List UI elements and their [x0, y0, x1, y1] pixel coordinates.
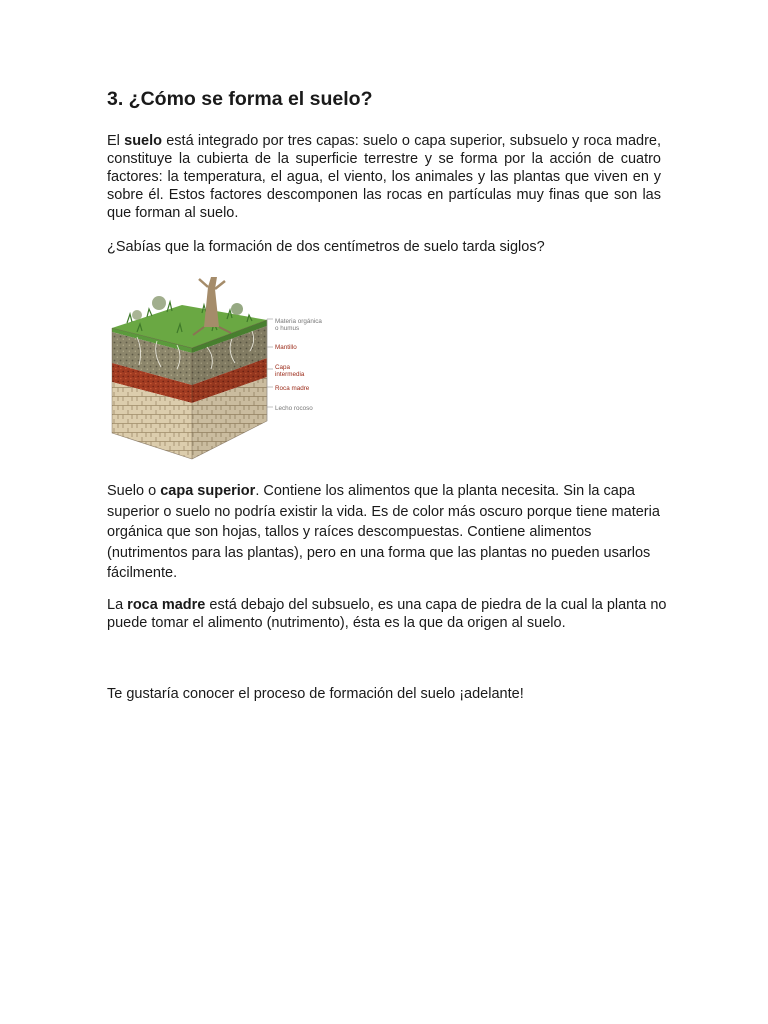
roca-madre-lead: La: [107, 597, 128, 613]
annotation-lines: [267, 319, 273, 421]
soil-block-front: [112, 328, 192, 459]
label-roca-madre: Roca madre: [275, 385, 310, 392]
capa-superior-paragraph: [107, 481, 667, 584]
capa-superior-lead: Suelo o: [107, 483, 161, 499]
roca-madre-term: roca madre: [127, 597, 206, 613]
label-mantillo: Mantillo: [275, 344, 297, 351]
label-lecho-rocoso: Lecho rocoso: [275, 405, 313, 412]
roca-madre-text: está debajo del subsuelo, es una capa de piedra de la cual la planta no puede tomar el alimento (nutrimento), ésta es la que da origen al suelo.: [107, 597, 667, 631]
capa-superior-term: capa superior: [160, 483, 256, 499]
label-capa: Capa: [275, 364, 291, 371]
soil-layers-figure: [107, 275, 337, 465]
section-heading: 3. ¿Cómo se forma el suelo?: [107, 88, 373, 110]
intro-paragraph: [107, 132, 661, 222]
label-humus: o humus: [275, 325, 300, 332]
label-materia-organica: Materia orgánica: [275, 318, 322, 325]
capa-superior-text: . Contiene los alimentos que la planta necesita. Sin la capa superior o suelo no podría existir la vida. Es de color más oscuro porque tiene materia orgánica que son hojas, tallos y raíces descompuestas. Contiene alimentos (nutrimentos para las plantas), pero en una forma que las plantas no pueden usarlos fácilmente.: [107, 483, 660, 581]
roca-madre-paragraph: [107, 596, 667, 632]
closing-paragraph: Te gustaría conocer el proceso de formación del suelo ¡adelante!: [107, 686, 524, 702]
question-paragraph: ¿Sabías que la formación de dos centímetros de suelo tarda siglos?: [107, 239, 545, 255]
intro-term: suelo: [124, 133, 162, 149]
label-intermedia: intermedia: [275, 371, 305, 378]
intro-lead: El: [107, 133, 125, 149]
soil-layers-illustration: [107, 275, 337, 465]
intro-text: está integrado por tres capas: suelo o capa superior, subsuelo y roca madre, constituye la cubierta de la superficie terrestre y se forma por la acción de cuatro factores: la temperatura, el agua, el viento, los animales y las plantas que viven en y sobre él. Estos factores descomponen las rocas en partículas muy finas que son las que forman al suelo.: [107, 133, 662, 221]
